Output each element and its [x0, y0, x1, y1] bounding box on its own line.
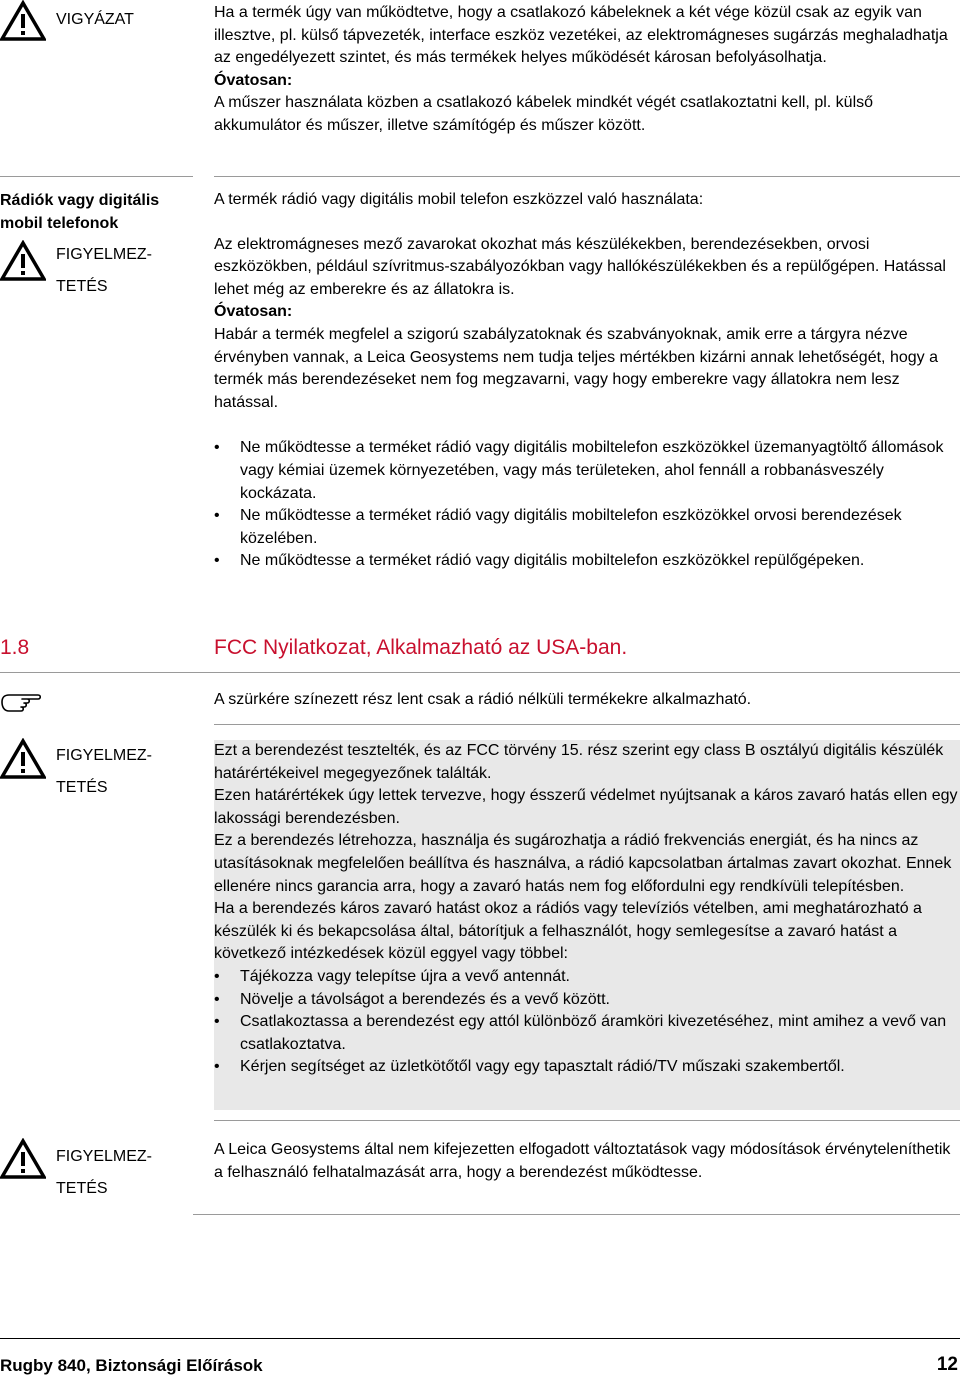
note-text: A szürkére színezett rész lent csak a rádió nélküli termékekre alkalmazható.: [214, 691, 752, 708]
radio-paragraph: Az elektromágneses mező zavarokat okozhat más készülékekben, berendezésekben, orvosi eszközökben, például szívritmus-szabályozókban vagy hallókészülékekben és a repülőgépen. Hatással lehet még az emberekre és az állatokra is.: [214, 235, 946, 298]
warning-triangle-icon: [0, 240, 46, 282]
fcc-bullet-list: [214, 966, 960, 1079]
precaution-title: Óvatosan:: [214, 71, 293, 89]
radio-bullet-list: [214, 437, 958, 573]
warning-label: FIGYELMEZ- TETÉS: [56, 1148, 153, 1197]
divider: [214, 176, 960, 177]
divider: [193, 1214, 960, 1215]
caution-content: [214, 2, 958, 138]
list-item: • Tájékozza vagy telepítse újra a vevő antennát.: [214, 966, 960, 989]
fcc-paragraph: Ez a berendezés létrehozza, használja és sugározhatja a rádió frekvenciás energiát, és ha nincs az utasításoknak megfelelően beállítva és használva, a rádió kapcsolatban ártalmas zavart okozhat. Ennek ellenére nincs garancia arra, hogy a zavaró hatás nem fog előfordulni egy rendkívüli telepítésben.: [214, 832, 952, 895]
list-item: • Ne működtesse a terméket rádió vagy digitális mobiltelefon eszközökkel üzemanyagtöltő állomások vagy kémiai üzemek környezetében, vagy más területeken, ahol fennáll a robbanásveszély kockázata.: [214, 437, 958, 505]
caution-label: VIGYÁZAT: [56, 11, 134, 28]
warning-triangle-icon: [0, 1138, 46, 1180]
precaution-text: A műszer használata közben a csatlakozó kábelek mindkét végét csatlakoztatni kell, pl. külső akkumulátor és műszer, illetve számítógép és műszer között.: [214, 94, 874, 134]
list-item: • Kérjen segítséget az üzletkötőtől vagy egy tapasztalt rádió/TV műszaki szakembertől.: [214, 1056, 960, 1079]
footer-rule: [0, 1338, 960, 1339]
footer-title: Rugby 840, Biztonsági Előírások: [0, 1356, 263, 1375]
list-item: • Csatlakoztassa a berendezést egy attól különböző áramköri kivezetéséhez, mint amihez a vevő van csatlakoztatva.: [214, 1011, 960, 1056]
list-item: • Növelje a távolságot a berendezés és a vevő között.: [214, 989, 960, 1012]
fcc-paragraph: Ezt a berendezést tesztelték, és az FCC törvény 15. rész szerint egy class B osztályú digitális készülék határértékeivel megegyezőnek találták.: [214, 742, 944, 782]
modification-text: A Leica Geosystems által nem kifejezetten elfogadott változtatások vagy módosítások érvényteleníthetik a felhasználó felhatalmazását arra, hogy a berendezést működtesse.: [214, 1141, 951, 1181]
divider: [0, 672, 960, 673]
warning-label: FIGYELMEZ- TETÉS: [56, 246, 153, 295]
page-number: 12: [936, 1354, 958, 1375]
fcc-paragraph: Ezen határértékek úgy lettek tervezve, hogy ésszerű védelmet nyújtsanak a káros zavaró hatás ellen egy lakossági berendezésben.: [214, 787, 958, 827]
radio-intro: A termék rádió vagy digitális mobil telefon eszközzel való használata:: [214, 191, 704, 208]
list-item: • Ne működtesse a terméket rádió vagy digitális mobiltelefon eszközökkel orvosi berendezések közelében.: [214, 505, 958, 550]
caution-paragraph: Ha a termék úgy van működtetve, hogy a csatlakozó kábeleknek a két vége közül csak az egyik van illesztve, pl. külső tápvezeték, interface eszköz vezetékei, az elektromágneses sugárzás meghaladhatja az engedélyezett szintet, és más termékek helyes működését károsan befolyásolhatja.: [214, 4, 948, 67]
section-number: 1.8: [0, 636, 30, 659]
fcc-paragraph: Ha a berendezés káros zavaró hatást okoz a rádiós vagy televíziós vételben, ami meghatározható a készülék ki és bekapcsolása által, bátorítjuk a felhasználót, hogy semlegesítse a zavaró hatást a következő intézkedések közül eggyel vagy többel:: [214, 900, 922, 963]
divider: [0, 176, 193, 177]
precaution-title: Óvatosan:: [214, 303, 293, 321]
fcc-content: [214, 740, 960, 1110]
side-heading: Rádiók vagy digitális mobil telefonok: [0, 192, 160, 232]
warning-triangle-icon: [0, 738, 46, 780]
list-item: • Ne működtesse a terméket rádió vagy digitális mobiltelefon eszközökkel repülőgépeken.: [214, 550, 958, 573]
radio-content: [214, 189, 958, 573]
divider: [214, 724, 960, 725]
warning-label: FIGYELMEZ- TETÉS: [56, 747, 153, 796]
section-title: FCC Nyilatkozat, Alkalmazható az USA-ban.: [214, 636, 628, 659]
pointing-hand-icon: [0, 688, 48, 716]
warning-triangle-icon: [0, 0, 46, 42]
precaution-text: Habár a termék megfelel a szigorú szabályzatoknak és szabványoknak, amik erre a tárgyra nézve érvényben vannak, a Leica Geosystems nem tudja teljes mértékben kizárni annak lehetőségét, hogy a termék más berendezéseket nem fog megzavarni, vagy hogy emberekre vagy állatokra nem lesz hatással.: [214, 325, 938, 411]
divider: [214, 1120, 960, 1121]
